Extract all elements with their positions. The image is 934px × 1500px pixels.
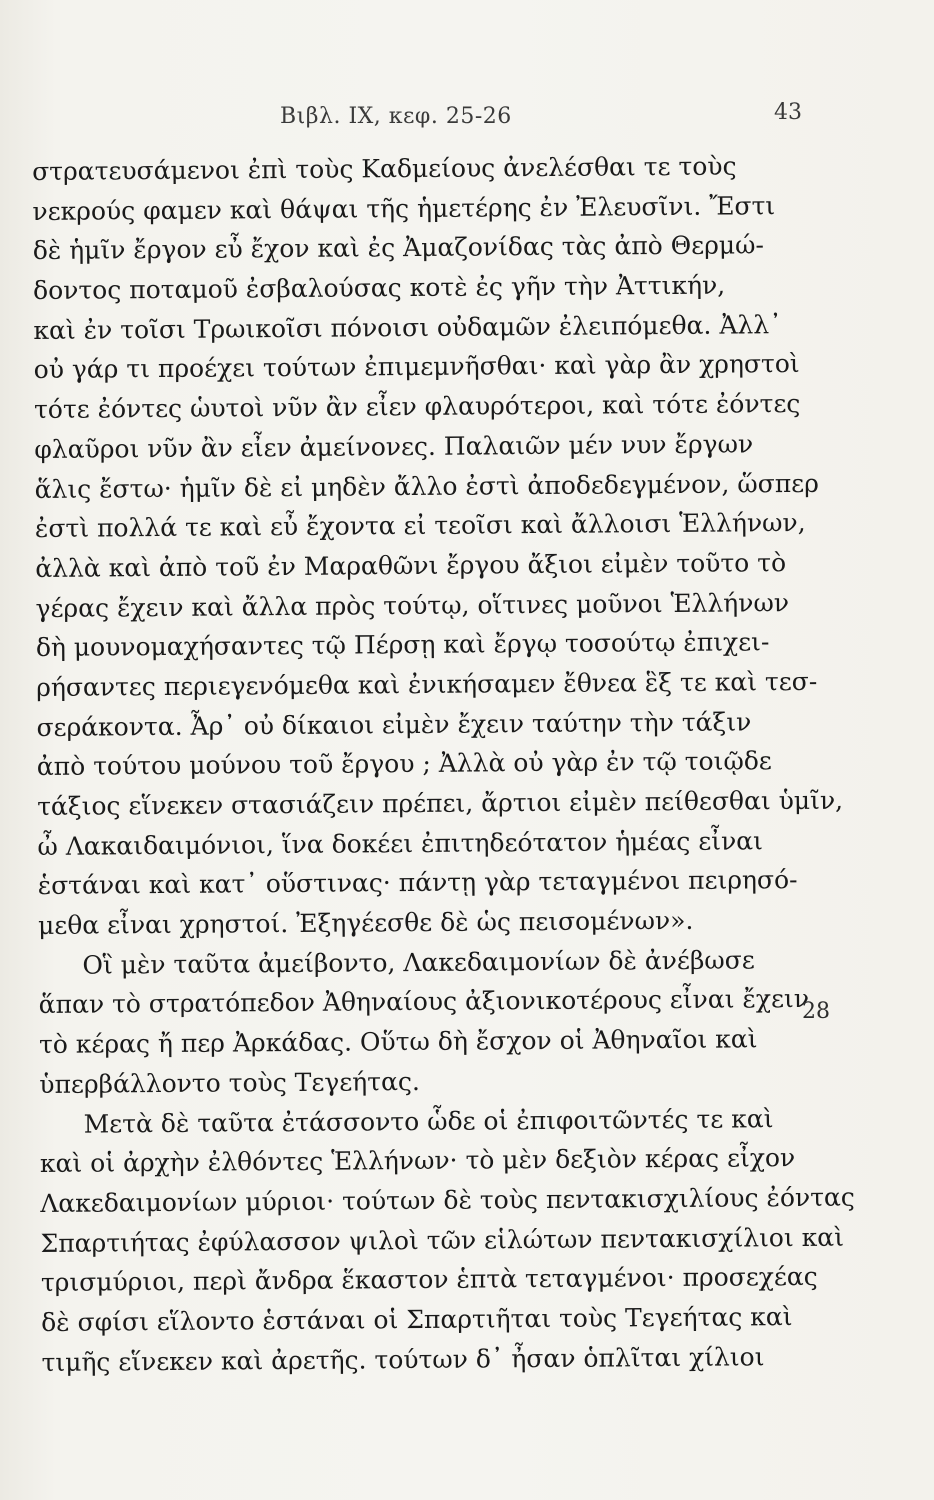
text-line: ὑπερβάλλοντο τοὺς Τεγεήτας. xyxy=(39,1066,421,1099)
text-line: ὦ Λακαιδαιμόνιοι, ἵνα δοκέει ἐπιτηδεότατον ἡμέας εἶναι xyxy=(37,825,764,861)
text-line: Σπαρτιήτας ἐφύλασσον ψιλοὶ τῶν εἱλώτων πεντακισχίλιοι καὶ xyxy=(40,1222,845,1258)
text-line: καὶ οἱ ἀρχὴν ἐλθόντες Ἑλλήνων· τὸ μὲν δεξιὸν κέρας εἶχον xyxy=(39,1143,796,1179)
text-line: ἅπαν τὸ στρατόπεδον Ἀθηναίους ἀξιονικοτέρους εἶναι ἔχειν xyxy=(38,984,810,1020)
text-line: δὲ σφίσι εἵλοντο ἑστάναι οἱ Σπαρτιῆται τοὺς Τεγεήτας καὶ xyxy=(41,1302,793,1337)
text-line: ρήσαντες περιεγενόμεθα καὶ ἐνικήσαμεν ἔθνεα ἓξ τε καὶ τεσ- xyxy=(36,666,818,702)
page-number: 43 xyxy=(774,100,802,125)
text-line: γέρας ἔχειν καὶ ἄλλα πρὸς τούτῳ, οἵτινες μοῦνοι Ἑλλήνων xyxy=(35,587,790,623)
text-line: τάξιος εἵνεκεν στασιάζειν πρέπει, ἄρτιοι εἰμὲν πείθεσθαι ὑμῖν, xyxy=(37,785,844,821)
text-line: τὸ κέρας ἤ περ Ἀρκάδας. Οὕτω δὴ ἔσχον οἱ Ἀθηναῖοι καὶ xyxy=(38,1024,758,1060)
text-line: φλαῦροι νῦν ἂν εἶεν ἀμείνονες. Παλαιῶν μέν νυν ἔργων xyxy=(34,429,754,464)
text-line: οὐ γάρ τι προέχει τούτων ἐπιμεμνῆσθαι· καὶ γὰρ ἂν χρηστοὶ xyxy=(33,349,800,385)
text-line: ἀλλὰ καὶ ἀπὸ τοῦ ἐν Μαραθῶνι ἔργου ἄξιοι εἰμὲν τοῦτο τὸ xyxy=(35,547,787,583)
text-line: στρατευσάμενοι ἐπὶ τοὺς Καδμείους ἀνελέσθαι τε τοὺς xyxy=(32,151,737,186)
section-number: 28 xyxy=(802,999,830,1024)
text-line: δὲ ἡμῖν ἔργον εὖ ἔχον καὶ ἐς Ἀμαζονίδας τὰς ἀπὸ Θερμώ- xyxy=(32,230,765,266)
text-line: καὶ ἐν τοῖσι Τρωικοῖσι πόνοισι οὐδαμῶν ἐλειπόμεθα. Ἀλλ᾽ xyxy=(33,309,782,345)
text-line: μεθα εἶναι χρηστοί. Ἐξηγέεσθε δὲ ὡς πεισομένων». xyxy=(37,905,694,941)
running-head: Βιβλ. ΙΧ, κεφ. 25-26 xyxy=(280,104,512,129)
text-line: νεκρούς φαμεν καὶ θάψαι τῆς ἡμετέρης ἐν Ἐλευσῖνι. Ἔστι xyxy=(32,190,776,226)
paragraph-start-line: Μετὰ δὲ ταῦτα ἐτάσσοντο ὧδε οἱ ἐπιφοιτῶντές τε καὶ xyxy=(83,1103,774,1139)
text-line: τιμῆς εἵνεκεν καὶ ἀρετῆς. τούτων δ᾽ ἦσαν ὁπλῖται χίλιοι xyxy=(41,1341,765,1377)
text-line: ἅλις ἔστω· ἡμῖν δὲ εἰ μηδὲν ἄλλο ἐστὶ ἀποδεδεγμένον, ὥσπερ xyxy=(34,468,819,504)
text-line: δὴ μουνομαχήσαντες τῷ Πέρσῃ καὶ ἔργῳ τοσούτῳ ἐπιχει- xyxy=(35,627,770,663)
paragraph-start-line: Οἳ μὲν ταῦτα ἀμείβοντο, Λακεδαιμονίων δὲ ἀνέβωσε xyxy=(82,945,755,980)
text-line: ἀπὸ τούτου μούνου τοῦ ἔργου ; Ἀλλὰ οὐ γὰρ ἐν τῷ τοιῷδε xyxy=(36,746,772,782)
text-line: σεράκοντα. Ἆρ᾽ οὐ δίκαιοι εἰμὲν ἔχειν ταύτην τὴν τάξιν xyxy=(36,706,752,742)
text-line: τότε ἐόντες ὡυτοὶ νῦν ἂν εἶεν φλαυρότεροι, καὶ τότε ἐόντες xyxy=(33,389,801,425)
text-line: δοντος ποταμοῦ ἐσβαλούσας κοτὲ ἐς γῆν τὴν Ἀττικήν, xyxy=(32,270,726,306)
text-line: ἑστάναι καὶ κατ᾽ οὕστινας· πάντῃ γὰρ τεταγμένοι πειρησό- xyxy=(37,865,798,901)
body-text xyxy=(32,146,855,1382)
text-line: Λακεδαιμονίων μύριοι· τούτων δὲ τοὺς πεντακισχιλίους ἐόντας xyxy=(40,1182,855,1218)
text-line: ἐστὶ πολλά τε καὶ εὖ ἔχοντα εἰ τεοῖσι καὶ ἄλλοισι Ἑλλήνων, xyxy=(34,508,806,544)
text-line: τρισμύριοι, περὶ ἄνδρα ἕκαστον ἑπτὰ τεταγμένοι· προσεχέας xyxy=(40,1262,818,1298)
